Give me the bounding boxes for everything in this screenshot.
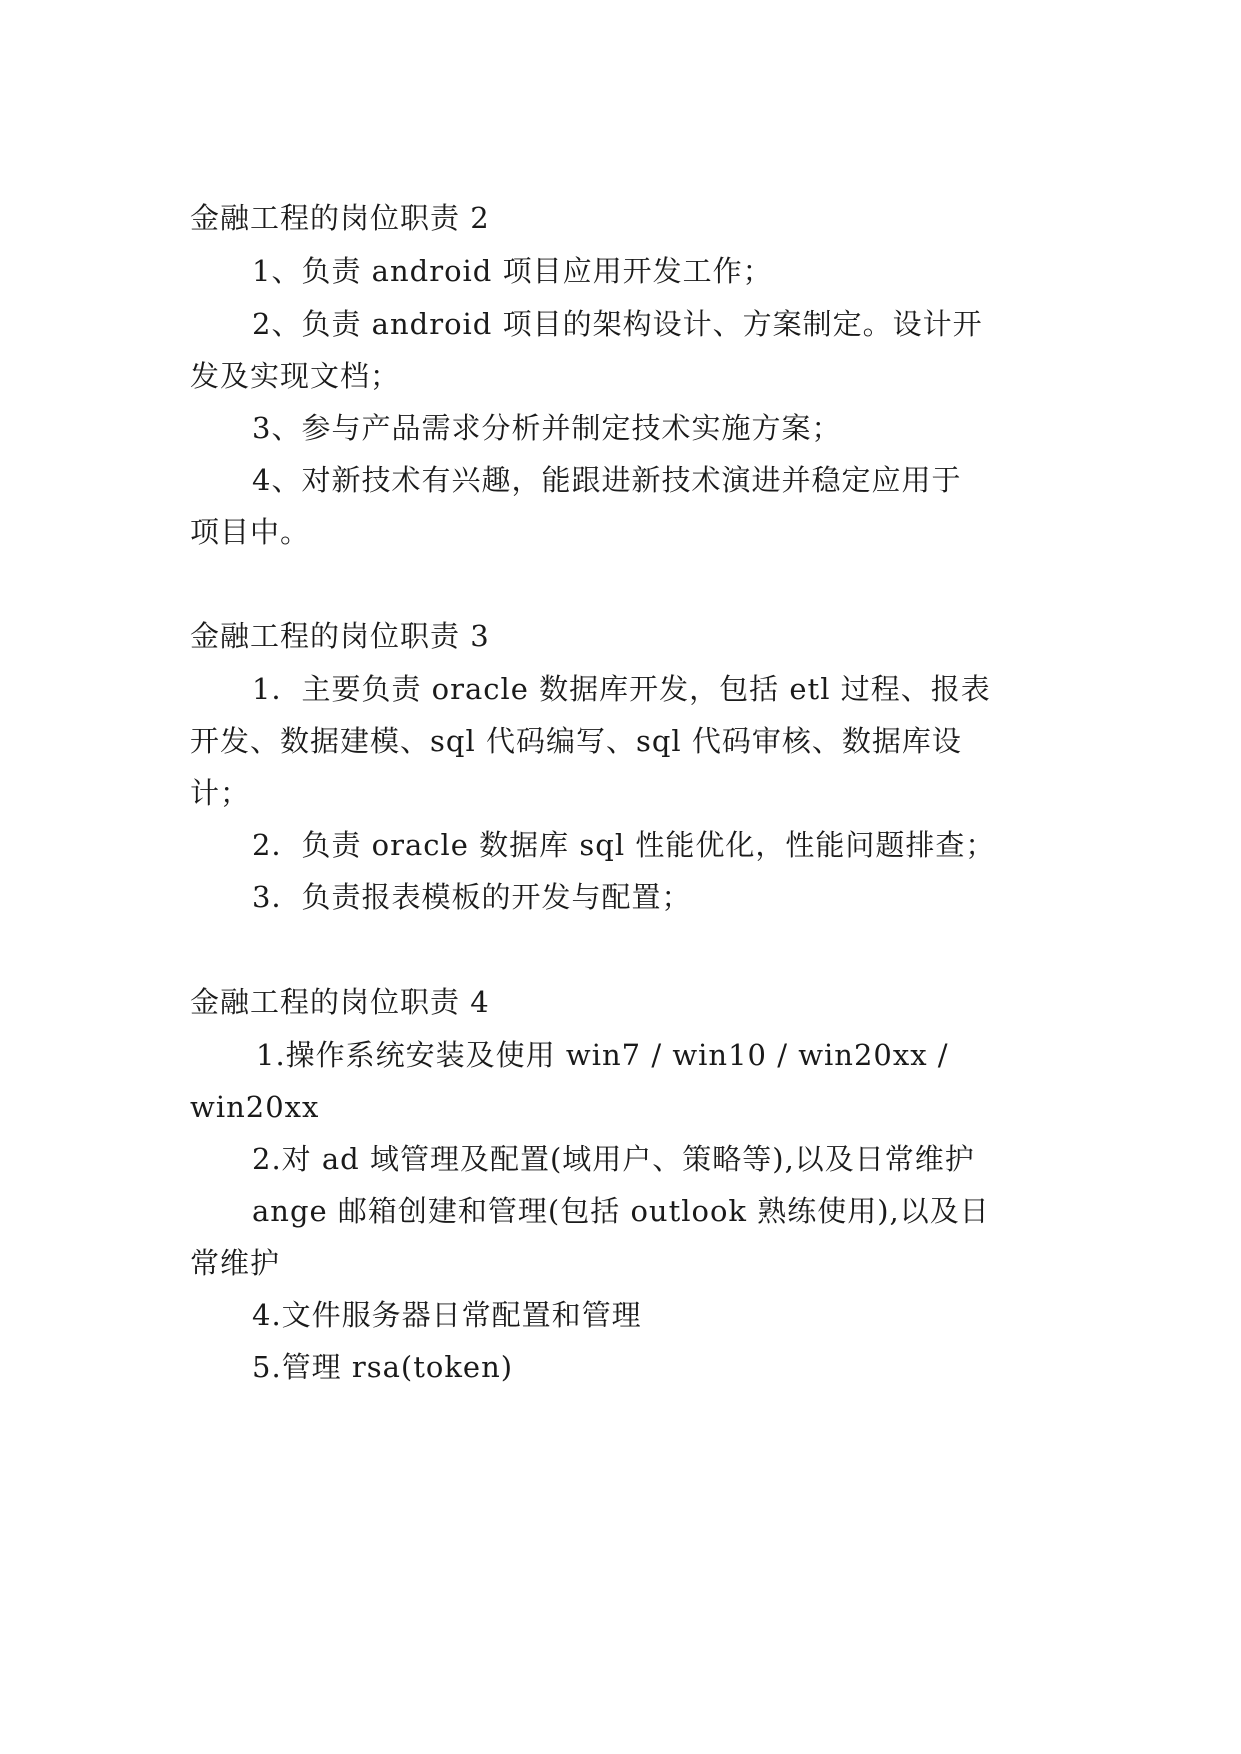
section-title: 金融工程的岗位职责 2 <box>190 201 490 235</box>
paragraph-line: 常维护 <box>190 1246 281 1280</box>
paragraph-line: 4.文件服务器日常配置和管理 <box>252 1298 642 1332</box>
paragraph-line: 开发、数据建模、sql 代码编写、sql 代码审核、数据库设 <box>190 724 962 758</box>
paragraph-line: 计； <box>190 776 251 810</box>
paragraph-line: 3．负责报表模板的开发与配置； <box>252 880 692 914</box>
section-title: 金融工程的岗位职责 4 <box>190 985 490 1019</box>
paragraph-line: 1．主要负责 oracle 数据库开发，包括 etl 过程、报表 <box>252 672 991 706</box>
paragraph-line: ange 邮箱创建和管理(包括 outlook 熟练使用),以及日 <box>252 1194 990 1228</box>
paragraph-line: 项目中。 <box>190 515 311 549</box>
section-title: 金融工程的岗位职责 3 <box>190 619 490 653</box>
paragraph-line: 2、负责 android 项目的架构设计、方案制定。设计开 <box>252 307 983 341</box>
paragraph-line: 4、对新技术有兴趣，能跟进新技术演进并稳定应用于 <box>252 463 962 497</box>
paragraph-line: 发及实现文档； <box>190 359 401 393</box>
paragraph-line: 1、负责 android 项目应用开发工作； <box>252 254 773 288</box>
paragraph-line: 2．负责 oracle 数据库 sql 性能优化，性能问题排查； <box>252 828 996 862</box>
paragraph-line: 3、参与产品需求分析并制定技术实施方案； <box>252 411 842 445</box>
paragraph-line: win20xx <box>190 1090 320 1124</box>
paragraph-line: 2.对 ad 域管理及配置(域用户、策略等),以及日常维护 <box>252 1142 975 1176</box>
paragraph-line: 5.管理 rsa(token) <box>252 1350 514 1384</box>
paragraph-line: 1.操作系统安装及使用 win7 / win10 / win20xx / <box>256 1038 949 1072</box>
